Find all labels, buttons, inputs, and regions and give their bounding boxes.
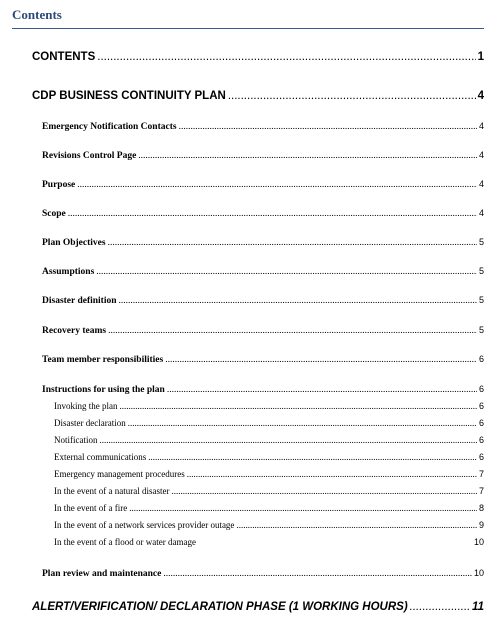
toc-entry-label: Instructions for using the plan (42, 385, 165, 395)
toc-entry-emergency-contacts[interactable] (42, 121, 484, 132)
toc-entry-label: Invoking the plan (54, 401, 118, 411)
toc-page-number: 6 (478, 452, 484, 462)
toc-entry-label: ALERT/VERIFICATION/ DECLARATION PHASE (1 WORKING HOURS) (32, 601, 408, 613)
toc-page-number: 11 (472, 601, 484, 613)
toc-page-number: 1 (477, 51, 484, 63)
toc-leader-dots (228, 90, 476, 102)
toc-entry-natural-disaster[interactable] (54, 486, 484, 496)
toc-page-number: 6 (478, 384, 484, 394)
toc-leader-dots (187, 469, 477, 479)
toc-leader-dots (128, 418, 477, 428)
toc-leader-dots (236, 520, 477, 530)
toc-leader-dots (108, 326, 477, 336)
toc-entry-label: Assumptions (42, 267, 95, 277)
toc-page-number: 9 (478, 520, 484, 530)
toc-entry-label: In the event of a network services provider outage (54, 520, 235, 530)
toc-leader-dots (138, 151, 477, 161)
toc-leader-dots (77, 180, 477, 190)
toc-entry-invoking[interactable] (54, 401, 484, 411)
toc-page-number: 5 (478, 237, 484, 247)
toc-leader-dots (129, 503, 477, 513)
toc-entry-instructions[interactable] (42, 384, 484, 395)
toc-page-number: 4 (478, 150, 484, 160)
toc-page-number: 6 (478, 418, 484, 428)
toc-entry-label: Emergency management procedures (54, 469, 185, 479)
toc-page-number: 10 (473, 568, 484, 578)
toc-entry-label: Notification (54, 435, 98, 445)
toc-entry-disaster-definition[interactable] (42, 295, 484, 306)
toc-entry-revisions[interactable] (42, 150, 484, 161)
toc-leader-dots (96, 267, 477, 277)
toc-page-number: 7 (478, 469, 484, 479)
toc-leader-dots (179, 122, 477, 132)
toc-entry-label: Emergency Notification Contacts (42, 122, 177, 132)
toc-leader-dots (167, 385, 477, 395)
toc-page-number: 4 (478, 179, 484, 189)
toc-page-number: 4 (477, 90, 484, 102)
toc-entry-label: Plan Objectives (42, 238, 106, 248)
toc-leader-dots (148, 452, 477, 462)
toc-entry-label: Scope (42, 209, 66, 219)
toc-entry-label: CDP BUSINESS CONTINUITY PLAN (32, 90, 226, 102)
toc-entry-review[interactable] (42, 568, 484, 579)
toc-page-number: 5 (478, 325, 484, 335)
toc-leader-dots (410, 601, 470, 613)
toc-entry-business-continuity-plan[interactable] (32, 90, 484, 102)
toc-page-number: 6 (478, 401, 484, 411)
toc-entry-label: Purpose (42, 180, 76, 190)
toc-leader-dots (108, 238, 477, 248)
toc-entry-label: Disaster declaration (54, 418, 126, 428)
toc-entry-label: CONTENTS (32, 51, 96, 63)
toc-leader-dots (100, 435, 477, 445)
toc-leader-dots (119, 296, 477, 306)
toc-leader-dots (97, 51, 475, 63)
toc-page-number: 4 (478, 121, 484, 131)
toc-entry-contents[interactable] (32, 51, 484, 63)
toc-page-number: 4 (478, 208, 484, 218)
toc-entry-assumptions[interactable] (42, 266, 484, 277)
toc-entry-scope[interactable] (42, 208, 484, 219)
toc-entry-recovery-teams[interactable] (42, 325, 484, 336)
toc-entry-label: External communications (54, 452, 147, 462)
toc-entry-label: In the event of a natural disaster (54, 486, 170, 496)
toc-entry-label: Disaster definition (42, 296, 117, 306)
toc-page-number: 6 (478, 354, 484, 364)
toc-entry-external-communications[interactable] (54, 452, 484, 462)
toc-entry-team-responsibilities[interactable] (42, 354, 484, 365)
toc-entry-label: Team member responsibilities (42, 355, 164, 365)
toc-entry-alert-phase[interactable] (32, 601, 484, 613)
toc-entry-emergency-procedures[interactable] (54, 469, 484, 479)
toc-entry-purpose[interactable] (42, 179, 484, 190)
page-title: Contents (12, 7, 62, 22)
toc-page-number: 8 (478, 503, 484, 513)
toc-page-number: 10 (473, 537, 484, 547)
toc-page-number: 5 (478, 266, 484, 276)
toc-leader-dots (163, 569, 472, 579)
toc-entry-label: Revisions Control Page (42, 151, 137, 161)
toc-entry-notification[interactable] (54, 435, 484, 445)
toc-page-number: 7 (478, 486, 484, 496)
toc-entry-declaration[interactable] (54, 418, 484, 428)
toc-page-number: 6 (478, 435, 484, 445)
toc-entry-flood[interactable] (54, 537, 484, 547)
toc-entry-network-outage[interactable] (54, 520, 484, 530)
toc-leader-dots (120, 401, 477, 411)
toc-entry-label: In the event of a flood or water damage (54, 537, 196, 547)
toc-entry-fire[interactable] (54, 503, 484, 513)
toc-leader-dots (171, 486, 477, 496)
toc-entry-objectives[interactable] (42, 237, 484, 248)
toc-entry-label: In the event of a fire (54, 503, 128, 513)
toc-leader-dots (165, 355, 477, 365)
toc-entry-label: Recovery teams (42, 326, 107, 336)
toc-page-number: 5 (478, 295, 484, 305)
toc-leader-dots (68, 209, 477, 219)
toc-entry-label: Plan review and maintenance (42, 569, 162, 579)
